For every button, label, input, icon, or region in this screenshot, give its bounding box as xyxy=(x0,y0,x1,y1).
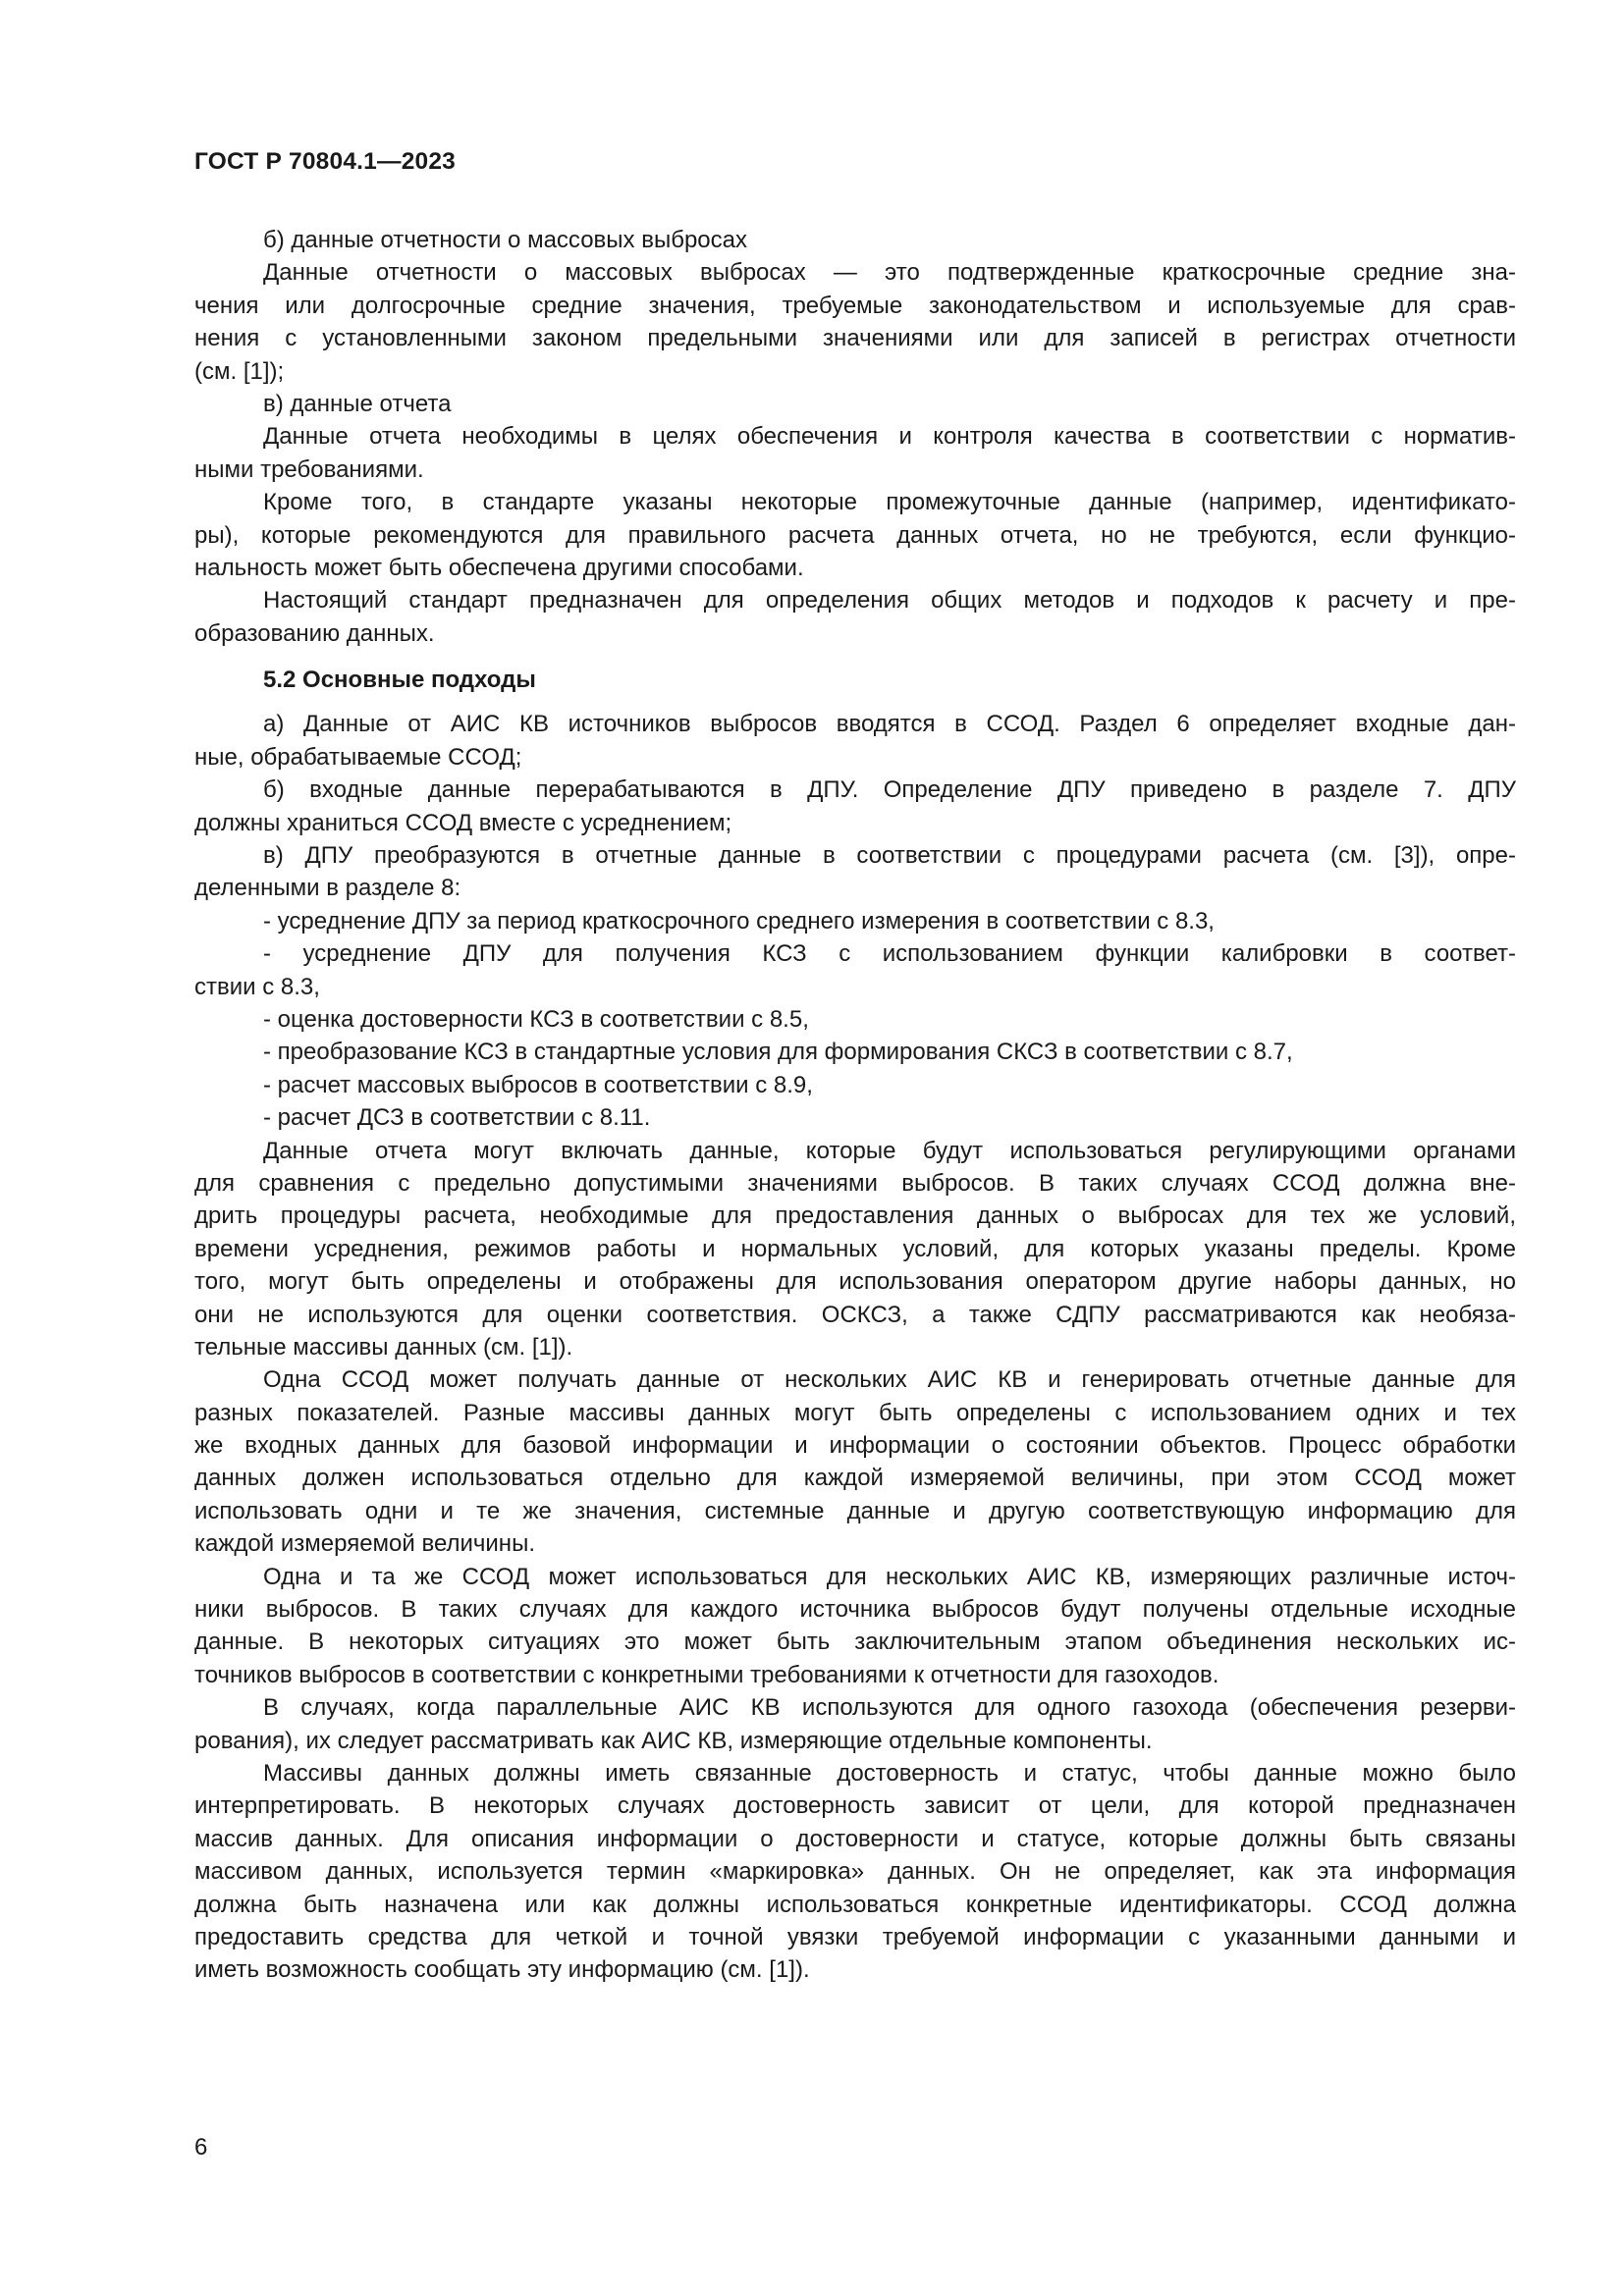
page-number: 6 xyxy=(194,2134,208,2161)
text-line: использовать одни и те же значения, системные данные и другую соответствующую информацию для xyxy=(194,1497,1516,1524)
text-line: В случаях, когда параллельные АИС КВ используются для одного газохода (обеспечения резерви- xyxy=(263,1694,1516,1722)
dash-list-item: - оценка достоверности КСЗ в соответствии с 8.5, xyxy=(263,1005,809,1033)
text-line: ствии с 8.3, xyxy=(194,973,320,1000)
list-item-b-title: б) данные отчетности о массовых выбросах xyxy=(263,227,747,253)
text-line: данные. В некоторых ситуациях это может быть заключительным этапом объединения нескольких ис- xyxy=(194,1629,1516,1656)
text-line: иметь возможность сообщать эту информацию (см. [1]). xyxy=(194,1956,810,1984)
text-line: должны храниться ССОД вместе с усреднением; xyxy=(194,809,732,836)
text-line: Кроме того, в стандарте указаны некоторые промежуточные данные (например, идентификато- xyxy=(263,489,1516,516)
text-line: массивом данных, используется термин «маркировка» данных. Он не определяет, как эта информация xyxy=(194,1858,1516,1886)
text-line: Данные отчета необходимы в целях обеспечения и контроля качества в соответствии с норматив- xyxy=(263,423,1516,451)
text-line: ры), которые рекомендуются для правильного расчета данных отчета, но не требуются, если функцио- xyxy=(194,521,1516,549)
text-line: Настоящий стандарт предназначен для определения общих методов и подходов к расчету и пре- xyxy=(263,587,1516,614)
text-line: рования), их следует рассматривать как АИС КВ, измеряющие отдельные компоненты. xyxy=(194,1727,1153,1754)
standard-designation: ГОСТ Р 70804.1—2023 xyxy=(194,148,456,175)
text-line: б) входные данные перерабатываются в ДПУ. Определение ДПУ приведено в разделе 7. ДПУ xyxy=(263,776,1516,804)
text-line: предоставить средства для четкой и точной увязки требуемой информации с указанными данными и xyxy=(194,1923,1516,1950)
text-line: Данные отчетности о массовых выбросах — это подтвержденные краткосрочные средние зна- xyxy=(263,259,1516,287)
text-line: (см. [1]); xyxy=(194,357,285,385)
text-line: нальность может быть обеспечена другими способами. xyxy=(194,554,804,581)
dash-list-item: - расчет массовых выбросов в соответствии с 8.9, xyxy=(263,1071,813,1098)
dash-list-item: - усреднение ДПУ для получения КСЗ с использованием функции калибровки в соответ- xyxy=(263,940,1516,968)
dash-list-item: - усреднение ДПУ за период краткосрочного среднего измерения в соответствии с 8.3, xyxy=(263,907,1215,934)
text-line: Данные отчета могут включать данные, которые будут использоваться регулирующими органами xyxy=(263,1137,1516,1164)
text-line: деленными в разделе 8: xyxy=(194,875,461,902)
text-line: того, могут быть определены и отображены для использования оператором другие наборы данных, но xyxy=(194,1268,1516,1296)
text-line: должна быть назначена или как должны использоваться конкретные идентификаторы. ССОД должна xyxy=(194,1891,1516,1918)
text-line: разных показателей. Разные массивы данных могут быть определены с использованием одних и тех xyxy=(194,1399,1516,1426)
text-line: чения или долгосрочные средние значения, требуемые законодательством и используемые для срав- xyxy=(194,292,1516,319)
text-line: данных должен использоваться отдельно для каждой измеряемой величины, при этом ССОД может xyxy=(194,1465,1516,1492)
dash-list-item: - преобразование КСЗ в стандартные условия для формирования СКСЗ в соответствии с 8.7, xyxy=(263,1039,1293,1066)
text-line: образованию данных. xyxy=(194,619,435,647)
text-line: массив данных. Для описания информации о достоверности и статусе, которые должны быть связаны xyxy=(194,1825,1516,1852)
text-line: ные, обрабатываемые ССОД; xyxy=(194,743,522,771)
text-line: Одна и та же ССОД может использоваться для нескольких АИС КВ, измеряющих различные источ- xyxy=(263,1563,1516,1590)
text-line: Одна ССОД может получать данные от нескольких АИС КВ и генерировать отчетные данные для xyxy=(263,1366,1516,1394)
text-line: нения с установленными законом предельными значениями или для записей в регистрах отчетности xyxy=(194,325,1516,352)
text-line: точников выбросов в соответствии с конкретными требованиями к отчетности для газоходов. xyxy=(194,1661,1219,1688)
page-body xyxy=(194,224,1516,1987)
text-line: дрить процедуры расчета, необходимые для предоставления данных о выбросах для тех же условий, xyxy=(194,1202,1516,1230)
list-item-v-title: в) данные отчета xyxy=(263,390,452,417)
text-line: тельные массивы данных (см. [1]). xyxy=(194,1333,573,1361)
text-line: же входных данных для базовой информации и информации о состоянии объектов. Процесс обработки xyxy=(194,1432,1516,1460)
text-line: интерпретировать. В некоторых случаях достоверность зависит от цели, для которой предназначен xyxy=(194,1792,1516,1820)
text-line: а) Данные от АИС КВ источников выбросов вводятся в ССОД. Раздел 6 определяет входные дан- xyxy=(263,711,1516,738)
text-line: ными требованиями. xyxy=(194,455,424,483)
text-line: каждой измеряемой величины. xyxy=(194,1530,535,1558)
text-line: для сравнения с предельно допустимыми значениями выбросов. В таких случаях ССОД должна вне- xyxy=(194,1169,1516,1197)
text-line: времени усреднения, режимов работы и нормальных условий, для которых указаны пределы. Кроме xyxy=(194,1235,1516,1262)
section-heading: 5.2 Основные подходы xyxy=(263,667,536,694)
text-line: ники выбросов. В таких случаях для каждого источника выбросов будут получены отдельные исходные xyxy=(194,1596,1516,1624)
text-line: в) ДПУ преобразуются в отчетные данные в соответствии с процедурами расчета (см. [3]), опре- xyxy=(263,842,1516,870)
dash-list-item: - расчет ДСЗ в соответствии с 8.11. xyxy=(263,1104,651,1132)
text-line: они не используются для оценки соответствия. ОСКСЗ, а также СДПУ рассматриваются как необяза- xyxy=(194,1301,1516,1328)
text-line: Массивы данных должны иметь связанные достоверность и статус, чтобы данные можно было xyxy=(263,1759,1516,1787)
